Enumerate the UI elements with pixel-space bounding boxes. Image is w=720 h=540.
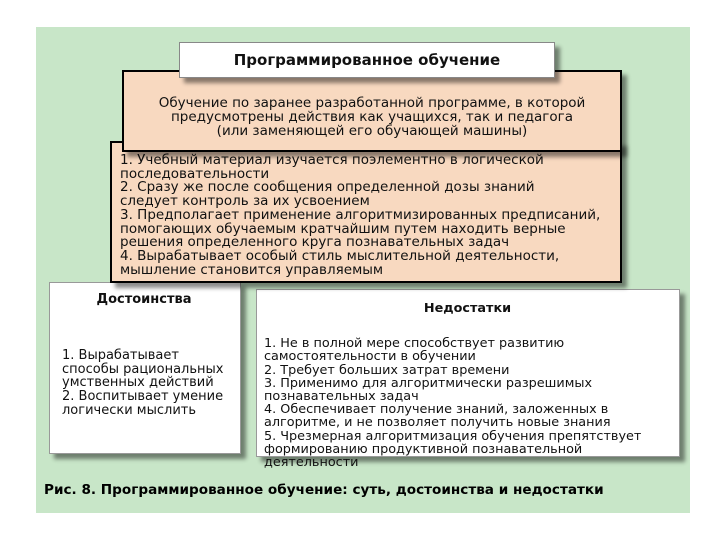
feature-line: 2. Сразу же после сообщения определенной дозы знаний <box>120 179 535 196</box>
feature-line: мышление становится управляемым <box>120 261 384 278</box>
definition-line: Обучение по заранее разработанной программе, в которой <box>158 95 586 111</box>
advantages-heading: Достоинства <box>96 292 192 307</box>
figure-caption: Рис. 8. Программированное обучение: суть, достоинства и недостатки <box>44 482 604 498</box>
advantage-line: 2. Воспитывает умение <box>62 389 224 405</box>
feature-line: последовательности <box>120 165 270 182</box>
disadvantages-box <box>256 289 680 471</box>
feature-line: 3. Предполагает применение алгоритмизированных предписаний, <box>120 206 601 223</box>
disadvantage-line: 4. Обеспечивает получение знаний, заложенных в <box>264 402 609 418</box>
feature-line: следует контроль за их усвоением <box>120 193 370 210</box>
advantage-line: логически мыслить <box>62 402 197 418</box>
diagram-title <box>179 42 555 78</box>
feature-line: 4. Вырабатывает особый стиль мыслительной деятельности, <box>120 247 560 264</box>
definition-line: предусмотрены действия как учащихся, так и педагога <box>170 109 574 125</box>
disadvantage-line: деятельности <box>264 455 359 471</box>
disadvantage-line: самостоятельности в обучении <box>264 349 476 365</box>
diagram-panel <box>36 27 690 513</box>
disadvantage-line: познавательных задач <box>264 389 419 405</box>
features-box <box>110 141 622 283</box>
advantages-box <box>49 282 241 454</box>
definition-line: (или заменяющей его обучающей машины) <box>216 123 528 139</box>
disadvantages-heading: Недостатки <box>423 301 512 316</box>
definition-box <box>122 70 622 152</box>
disadvantage-line: 5. Чрезмерная алгоритмизация обучения препятствует <box>264 428 642 444</box>
advantage-line: умственных действий <box>62 375 214 391</box>
disadvantage-line: формированию продуктивной познавательной <box>264 441 583 457</box>
feature-line: решения определенного круга познавательных задач <box>120 234 510 251</box>
disadvantage-line: 3. Применимо для алгоритмически разрешимых <box>264 375 593 391</box>
diagram-title-text: Программированное обучение <box>233 51 501 69</box>
disadvantage-line: 2. Требует больших затрат времени <box>264 362 510 378</box>
feature-line: 1. Учебный материал изучается поэлементно в логической <box>120 152 544 168</box>
disadvantage-line: 1. Не в полной мере способствует развитию <box>264 336 565 352</box>
disadvantage-line: алгоритме, и не позволяет получить новые знания <box>264 415 611 431</box>
advantage-line: 1. Вырабатывает <box>62 347 179 363</box>
feature-line: помогающих обучаемым кратчайшим путем находить верные <box>120 220 566 237</box>
advantage-line: способы рациональных <box>62 361 224 377</box>
